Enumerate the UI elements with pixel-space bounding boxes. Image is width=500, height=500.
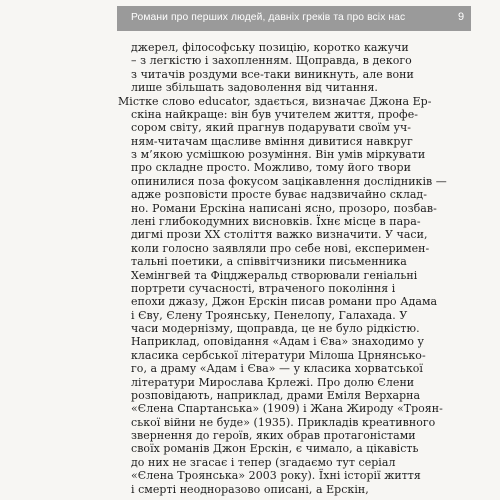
- text-line: часи модернізму, щоправда, це не було рідкістю.: [131, 322, 420, 336]
- text-line: про складне просто. Можливо, тому його твори: [131, 161, 411, 175]
- text-line: лені глибокодумних висновків. Їхнє місце в пара-: [131, 214, 421, 228]
- text-line: опинилися поза фокусом зацікавлення дослідників —: [131, 174, 447, 188]
- text-line: джерел, філософську позицію, коротко кажучи: [131, 41, 409, 54]
- text-line: з читачів роздуми все-таки виникнуть, але вони: [131, 67, 414, 81]
- text-line: епохи джазу, Джон Ерскін писав романи про Адама: [131, 295, 438, 309]
- text-line: но. Романи Ерскіна написані ясно, прозоро, позбав-: [131, 201, 437, 215]
- text-line: Місткe слово educator, здається, визначає Джона Ер-: [118, 94, 432, 108]
- text-line: класика сербської літератури Мілоша Црнянсько-: [131, 348, 426, 362]
- text-line: літератури Мирослава Крлежі. Про долю Єлени: [131, 375, 415, 389]
- text-line: лише збільшать задоволення від читання.: [131, 81, 378, 95]
- running-header-title: Романи про перших людей, давніх греків та про всіх нас: [131, 12, 406, 23]
- text-line: своїх романів Джон Ерскін, є чимало, а цікавість: [131, 442, 419, 456]
- text-line: коли голосно заявляли про себе нові, експеримен-: [131, 241, 430, 255]
- text-line: «Єлена Спартанська» (1909) і Жана Жироду «Троян-: [131, 402, 443, 416]
- text-line: і Єву, Єлену Троянську, Пенелопу, Галахада. У: [131, 308, 408, 322]
- text-line: з м’якою усмішкою розуміння. Він умів міркувати: [131, 148, 426, 162]
- text-line: розповідають, наприклад, драми Еміля Верхарна: [131, 388, 421, 402]
- text-line: ням-читачам щасливе вміння дивитися навкруг: [131, 134, 413, 148]
- text-line: Хемінгвей та Фіцджеральд створювали геніальні: [131, 268, 418, 282]
- text-line: Наприклад, оповідання «Адам і Єва» знаходимо у: [131, 335, 425, 349]
- text-line: звернення до героїв, яких обрав протагоністами: [131, 429, 416, 443]
- text-line: портрети сучасності, втраченого покоління і: [131, 281, 396, 295]
- text-line: до них не згасає і тепер (згадаємо тут серіал: [131, 455, 396, 469]
- text-line: го, а драму «Адам і Єва» — у класика хорватської: [131, 362, 423, 376]
- text-line: ської війни не буде» (1935). Прикладів креативного: [131, 415, 436, 429]
- text-line: сором світу, який прагнув подарувати своїм уч-: [131, 121, 412, 135]
- text-line: тальні поетики, а співвітчизники письменника: [131, 255, 407, 269]
- text-line: – з легкістю і захопленням. Щоправда, в декого: [131, 54, 412, 68]
- page-number: 9: [458, 11, 465, 23]
- text-line: і смерті неодноразово описані, а Ерскін,: [131, 482, 369, 496]
- text-line: скіна найкраще: він був учителем життя, профе-: [131, 107, 418, 121]
- text-line: адже розповісти просте буває надзвичайно склад-: [131, 188, 427, 202]
- text-line: «Єлена Троянська» 2003 року). Їхні історії життя: [131, 469, 421, 483]
- text-line: дигмі прози ХХ століття важко визначити. У часи,: [131, 228, 428, 242]
